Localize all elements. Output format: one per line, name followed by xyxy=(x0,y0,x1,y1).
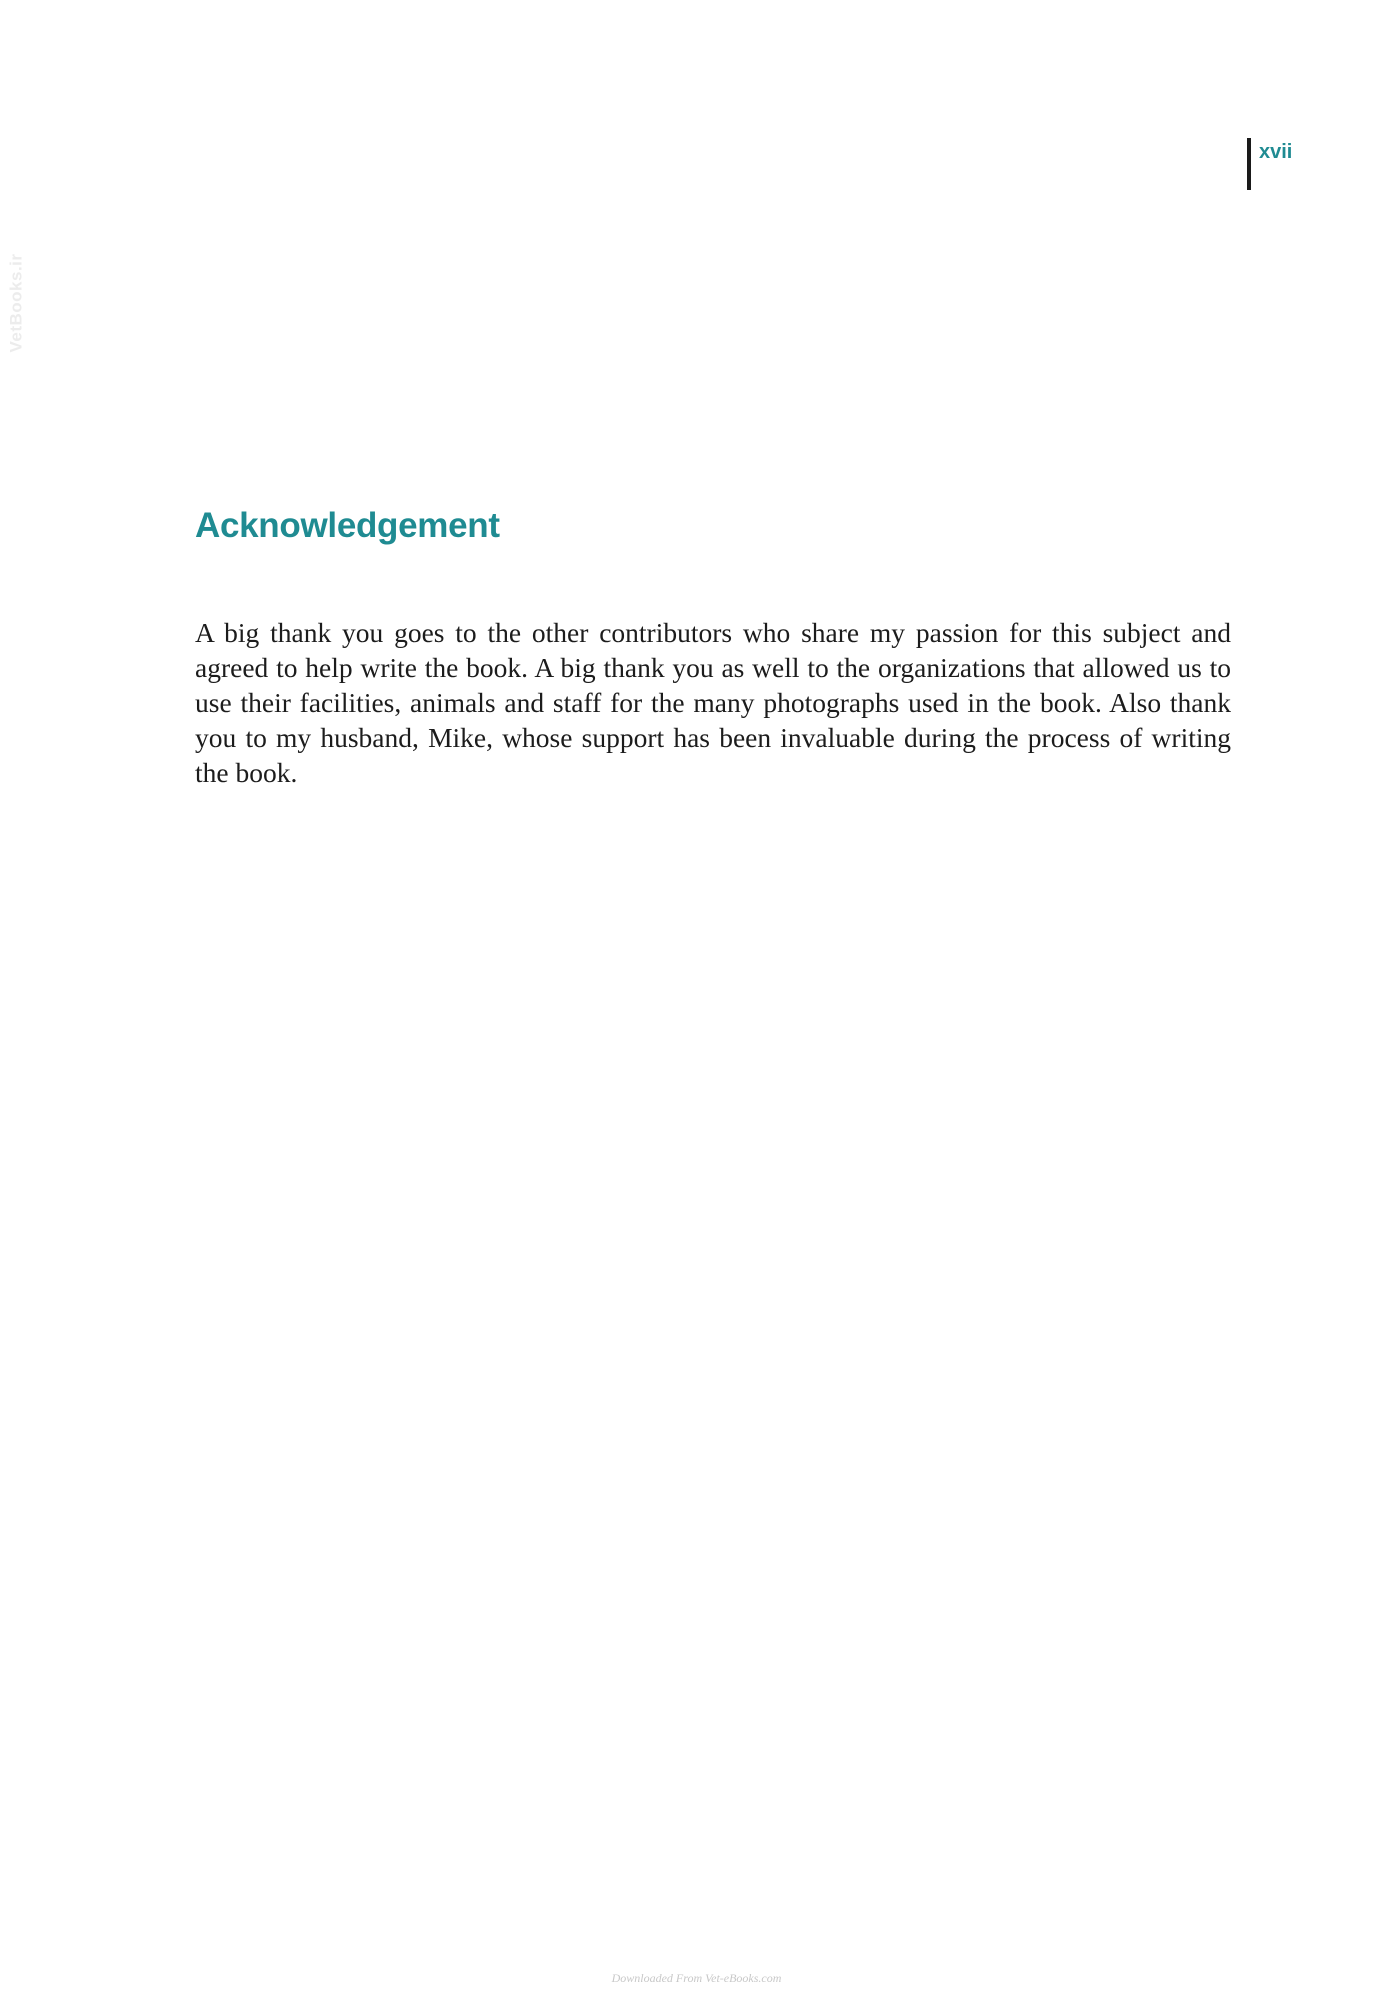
acknowledgement-paragraph: A big thank you goes to the other contributors who share my passion for this subject and agreed to help write the book. A big thank you as well to the organizations that allowed us to use their facilities, animals and staff for the many photographs used in the book. Also thank you to my husband, Mike, whose support has been invaluable during the process of writing the book. xyxy=(195,617,1231,788)
side-watermark-text: VetBooks.ir xyxy=(7,252,27,353)
side-watermark xyxy=(0,240,34,365)
page-number: xvii xyxy=(1259,141,1293,163)
footer-download-note: Downloaded From Vet-eBooks.com xyxy=(611,1971,782,1985)
section-heading: Acknowledgement xyxy=(195,506,500,545)
folio-rule xyxy=(1247,138,1251,190)
